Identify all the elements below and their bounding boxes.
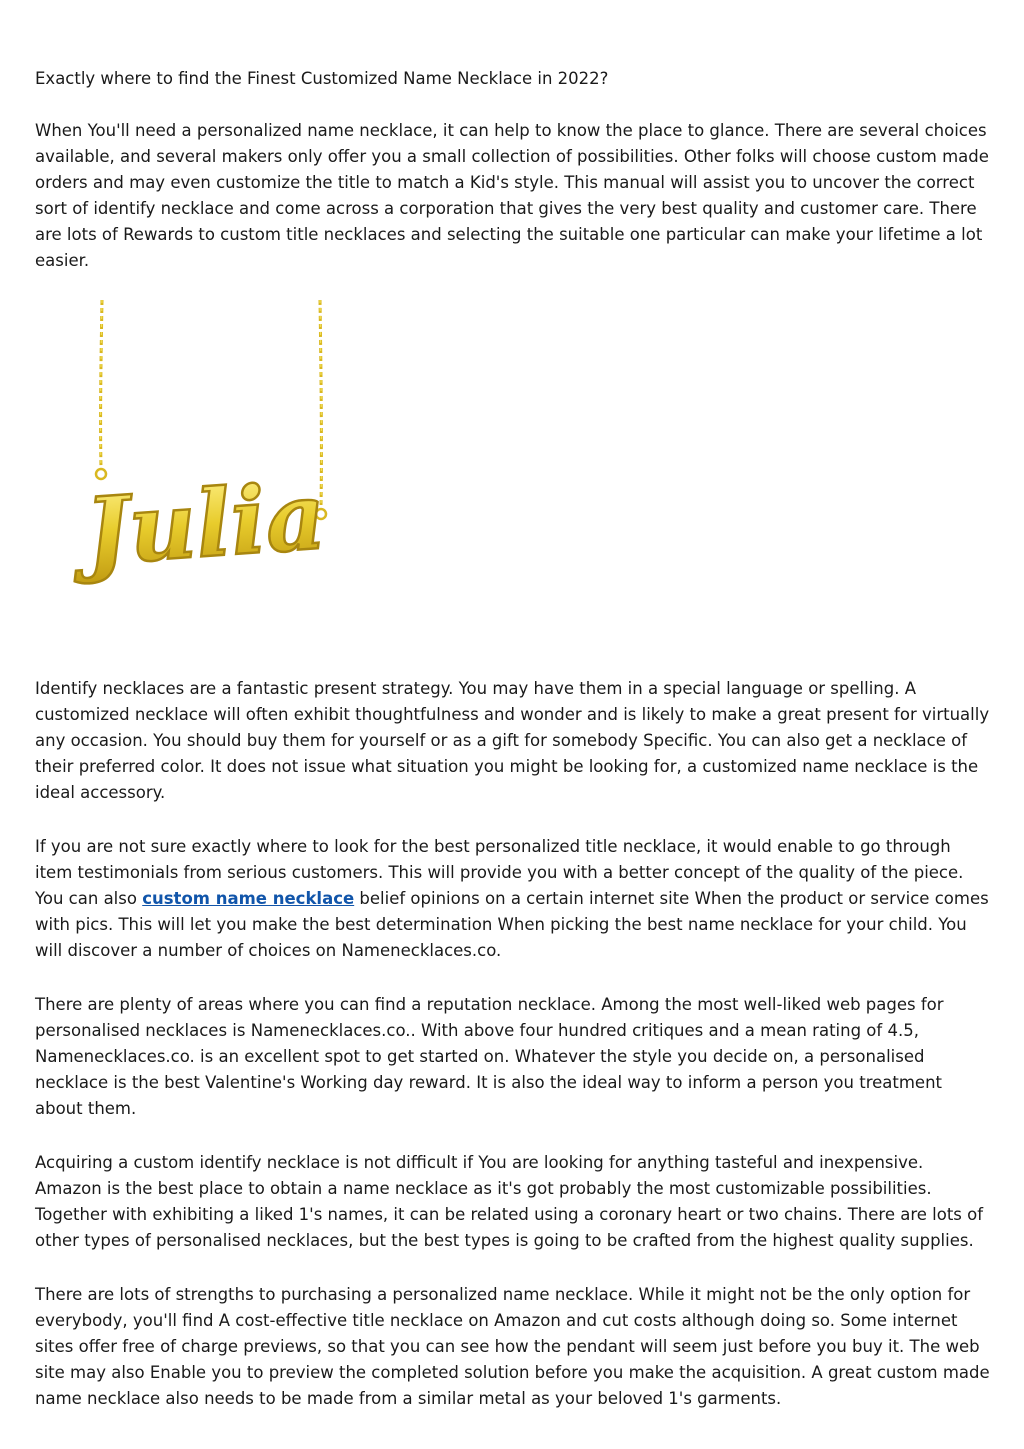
paragraph-intro: When You'll need a personalized name necklace, it can help to know the place to glance. There are several choices available, and several makers only offer you a small collection of possibilities. Other folks will choose custom made orders and may even customize the title to match a Kid's style. This manual will assist you to uncover the correct sort of identify necklace and come across a corporation that gives the very best quality and customer care. There are lots of Rewards to custom title necklaces and selecting the suitable one particular can make your lifetime a lot easier.	[35, 121, 989, 270]
document-title: Exactly where to find the Finest Customized Name Necklace in 2022?	[35, 69, 609, 88]
pendant-nameplate	[67, 462, 329, 588]
name-necklace-image	[55, 298, 345, 588]
paragraph-text-after-link: belief opinions on a certain internet site When the product or service comes with pics. This will let you make the best determination When picking the best name necklace for your child. You will discover a number of choices on Namenecklaces.co.	[35, 889, 989, 960]
paragraph-text-before-link: If you are not sure exactly where to look for the best personalized title necklace, it would enable to go through item testimonials from serious customers. This will provide you with a better concept of the quality of the piece. You can also	[35, 837, 964, 908]
pendant-text: Julia	[81, 461, 329, 587]
custom-name-necklace-link[interactable]: custom name necklace	[142, 889, 355, 908]
paragraph-amazon: Acquiring a custom identify necklace is not difficult if You are looking for anything tasteful and inexpensive. Amazon is the best place to obtain a name necklace as it's got probably the most customizable possibilities. Together with exhibiting a liked 1's names, it can be related using a coronary heart or two chains. There are lots of other types of personalised necklaces, but the best types is going to be crafted from the highest quality supplies.	[35, 1153, 984, 1250]
paragraph-where-to-find: There are plenty of areas where you can find a reputation necklace. Among the most well-liked web pages for personalised necklaces is Namenecklaces.co.. With above four hundred critiques and a mean rating of 4.5, Namenecklaces.co. is an excellent spot to get started on. Whatever the style you decide on, a personalised necklace is the best Valentine's Working day reward. It is also the ideal way to inform a person you treatment about them.	[35, 995, 944, 1118]
paragraph-testimonials	[35, 834, 993, 964]
paragraph-gift-idea: Identify necklaces are a fantastic present strategy. You may have them in a special language or spelling. A customized necklace will often exhibit thoughtfulness and wonder and is likely to make a great present for virtually any occasion. You should buy them for yourself or as a gift for somebody Specific. You can also get a necklace of their preferred color. It does not issue what situation you might be looking for, a customized name necklace is the ideal accessory.	[35, 679, 990, 802]
paragraph-strengths: There are lots of strengths to purchasing a personalized name necklace. While it might not be the only option for everybody, you'll find A cost-effective title necklace on Amazon and cut costs although doing so. Some internet sites offer free of charge previews, so that you can see how the pendant will seem just before you buy it. The web site may also Enable you to preview the completed solution before you make the acquisition. A great custom made name necklace also needs to be made from a similar metal as your beloved 1's garments.	[35, 1285, 990, 1408]
left-chain	[96, 300, 106, 479]
